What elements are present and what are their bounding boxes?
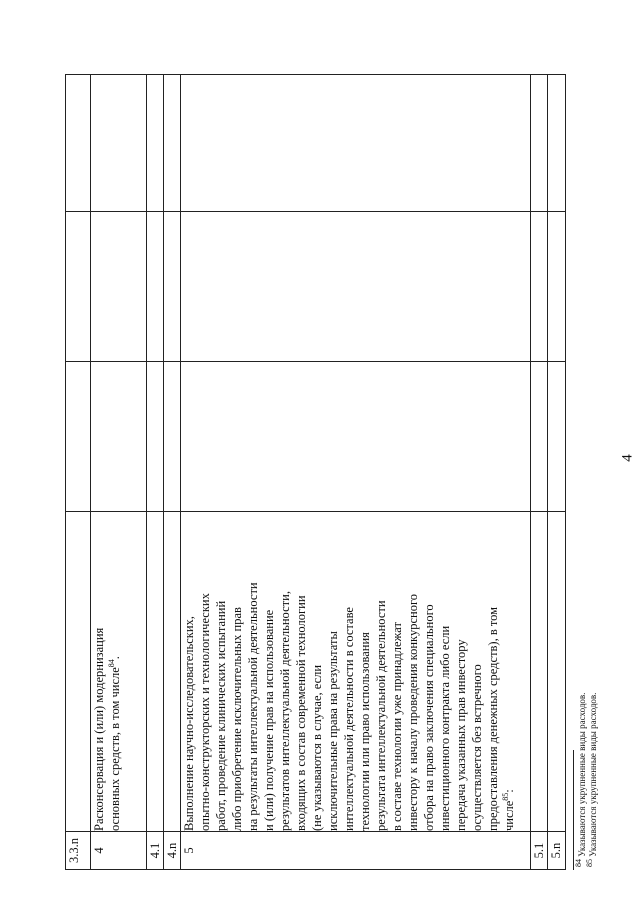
table-cell [91,362,147,512]
footnote-marker: 84 [574,859,583,867]
description-text: результатов интеллектуальной деятельности, [278,591,292,831]
description-line [357,512,373,831]
table-cell [147,362,164,512]
row-number: 3.3.n [66,832,91,870]
description-text: осуществляется без встречного [470,664,484,831]
table-cell [531,75,548,212]
description-text: числе [502,800,516,831]
description-line [91,512,107,831]
row-description [66,512,91,832]
table-cell [548,362,566,512]
description-line [197,512,213,831]
table-cell [548,75,566,212]
description-line [405,512,421,831]
description-line [501,512,517,831]
table-row [531,75,548,870]
description-punctuation: . [108,656,122,660]
footnote [585,692,599,867]
table-cell [91,212,147,362]
page-number: 4 [619,454,636,462]
description-line [229,512,245,831]
description-text: результата интеллектуальной деятельности [374,600,388,831]
table-cell [531,362,548,512]
row-description [531,512,548,832]
description-line [469,512,485,831]
table-row [66,75,91,870]
table-cell [66,212,91,362]
description-text: в составе технологии уже принадлежат [390,622,404,831]
description-line [341,512,357,831]
description-line [277,512,293,831]
description-line [309,512,325,831]
table-cell [147,75,164,212]
table-row [91,75,147,870]
table-cell [147,212,164,362]
description-line [453,512,469,831]
description-text: отбора на право заключения специального [422,604,436,831]
description-line [373,512,389,831]
description-text: Расконсервация и (или) модернизация [92,627,106,831]
description-text: инвестиционного контракта либо если [438,625,452,831]
footnote-reference: 84 [106,659,116,668]
footnote-text: Указываются укрупненные виды расходов. [577,692,587,857]
row-number: 5.n [548,832,566,870]
row-description [548,512,566,832]
description-text: предоставления денежных средств), в том [486,606,500,831]
table-row [548,75,566,870]
table-cell [164,75,181,212]
description-line [261,512,277,831]
description-text: либо приобретение исключительных прав [230,607,244,831]
footnote-divider [573,750,574,870]
table-cell [66,75,91,212]
description-line [245,512,261,831]
table-row [164,75,181,870]
description-line [389,512,405,831]
footnote-marker: 85 [585,859,594,867]
row-number: 4.n [164,832,181,870]
description-text: основных средств, в том числе [108,667,122,831]
row-number: 5 [181,832,531,870]
description-text: исключительные права на результаты [326,631,340,831]
table-cell [164,362,181,512]
description-text: (не указываются в случае, если [310,664,324,831]
table-cell [164,212,181,362]
table-cell [91,75,147,212]
description-text: интеллектуальной деятельности в составе [342,607,356,831]
description-text: и (или) получение прав на использование [262,609,276,831]
description-line [213,512,229,831]
description-text: инвестору к началу проведения конкурсного [406,593,420,831]
row-description [181,512,531,832]
row-number: 5.1 [531,832,548,870]
row-number: 4 [91,832,147,870]
description-line [293,512,309,831]
description-text: работ, проведение клинических испытаний [214,600,228,831]
description-text: технологии или право использования [358,632,372,831]
footnote-text: Указываются укрупненные виды расходов. [588,692,598,857]
table-cell [181,362,531,512]
row-description [164,512,181,832]
description-line [485,512,501,831]
expense-table [65,74,566,870]
description-text: входящих в состав современной технологии [294,595,308,831]
row-number: 4.1 [147,832,164,870]
description-line [437,512,453,831]
description-line [421,512,437,831]
table-cell [548,212,566,362]
description-text: передача указанных прав инвестору [454,639,468,831]
table-cell [531,212,548,362]
description-punctuation: : [502,789,516,793]
footnote-reference: 85 [500,792,510,801]
description-text: на результаты интеллектуальной деятельности [246,582,260,831]
table-cell [181,212,531,362]
table-row [147,75,164,870]
description-text: Выполнение научно-исследовательских, [182,616,196,831]
table-cell [181,75,531,212]
description-line [107,512,123,831]
description-line [181,512,197,831]
description-line [325,512,341,831]
footnotes [574,692,599,867]
table-cell [66,362,91,512]
row-description [147,512,164,832]
description-text: опытно-конструкторских и технологических [198,593,212,831]
row-description [91,512,147,832]
table-row [181,75,531,870]
footnote [574,692,588,867]
